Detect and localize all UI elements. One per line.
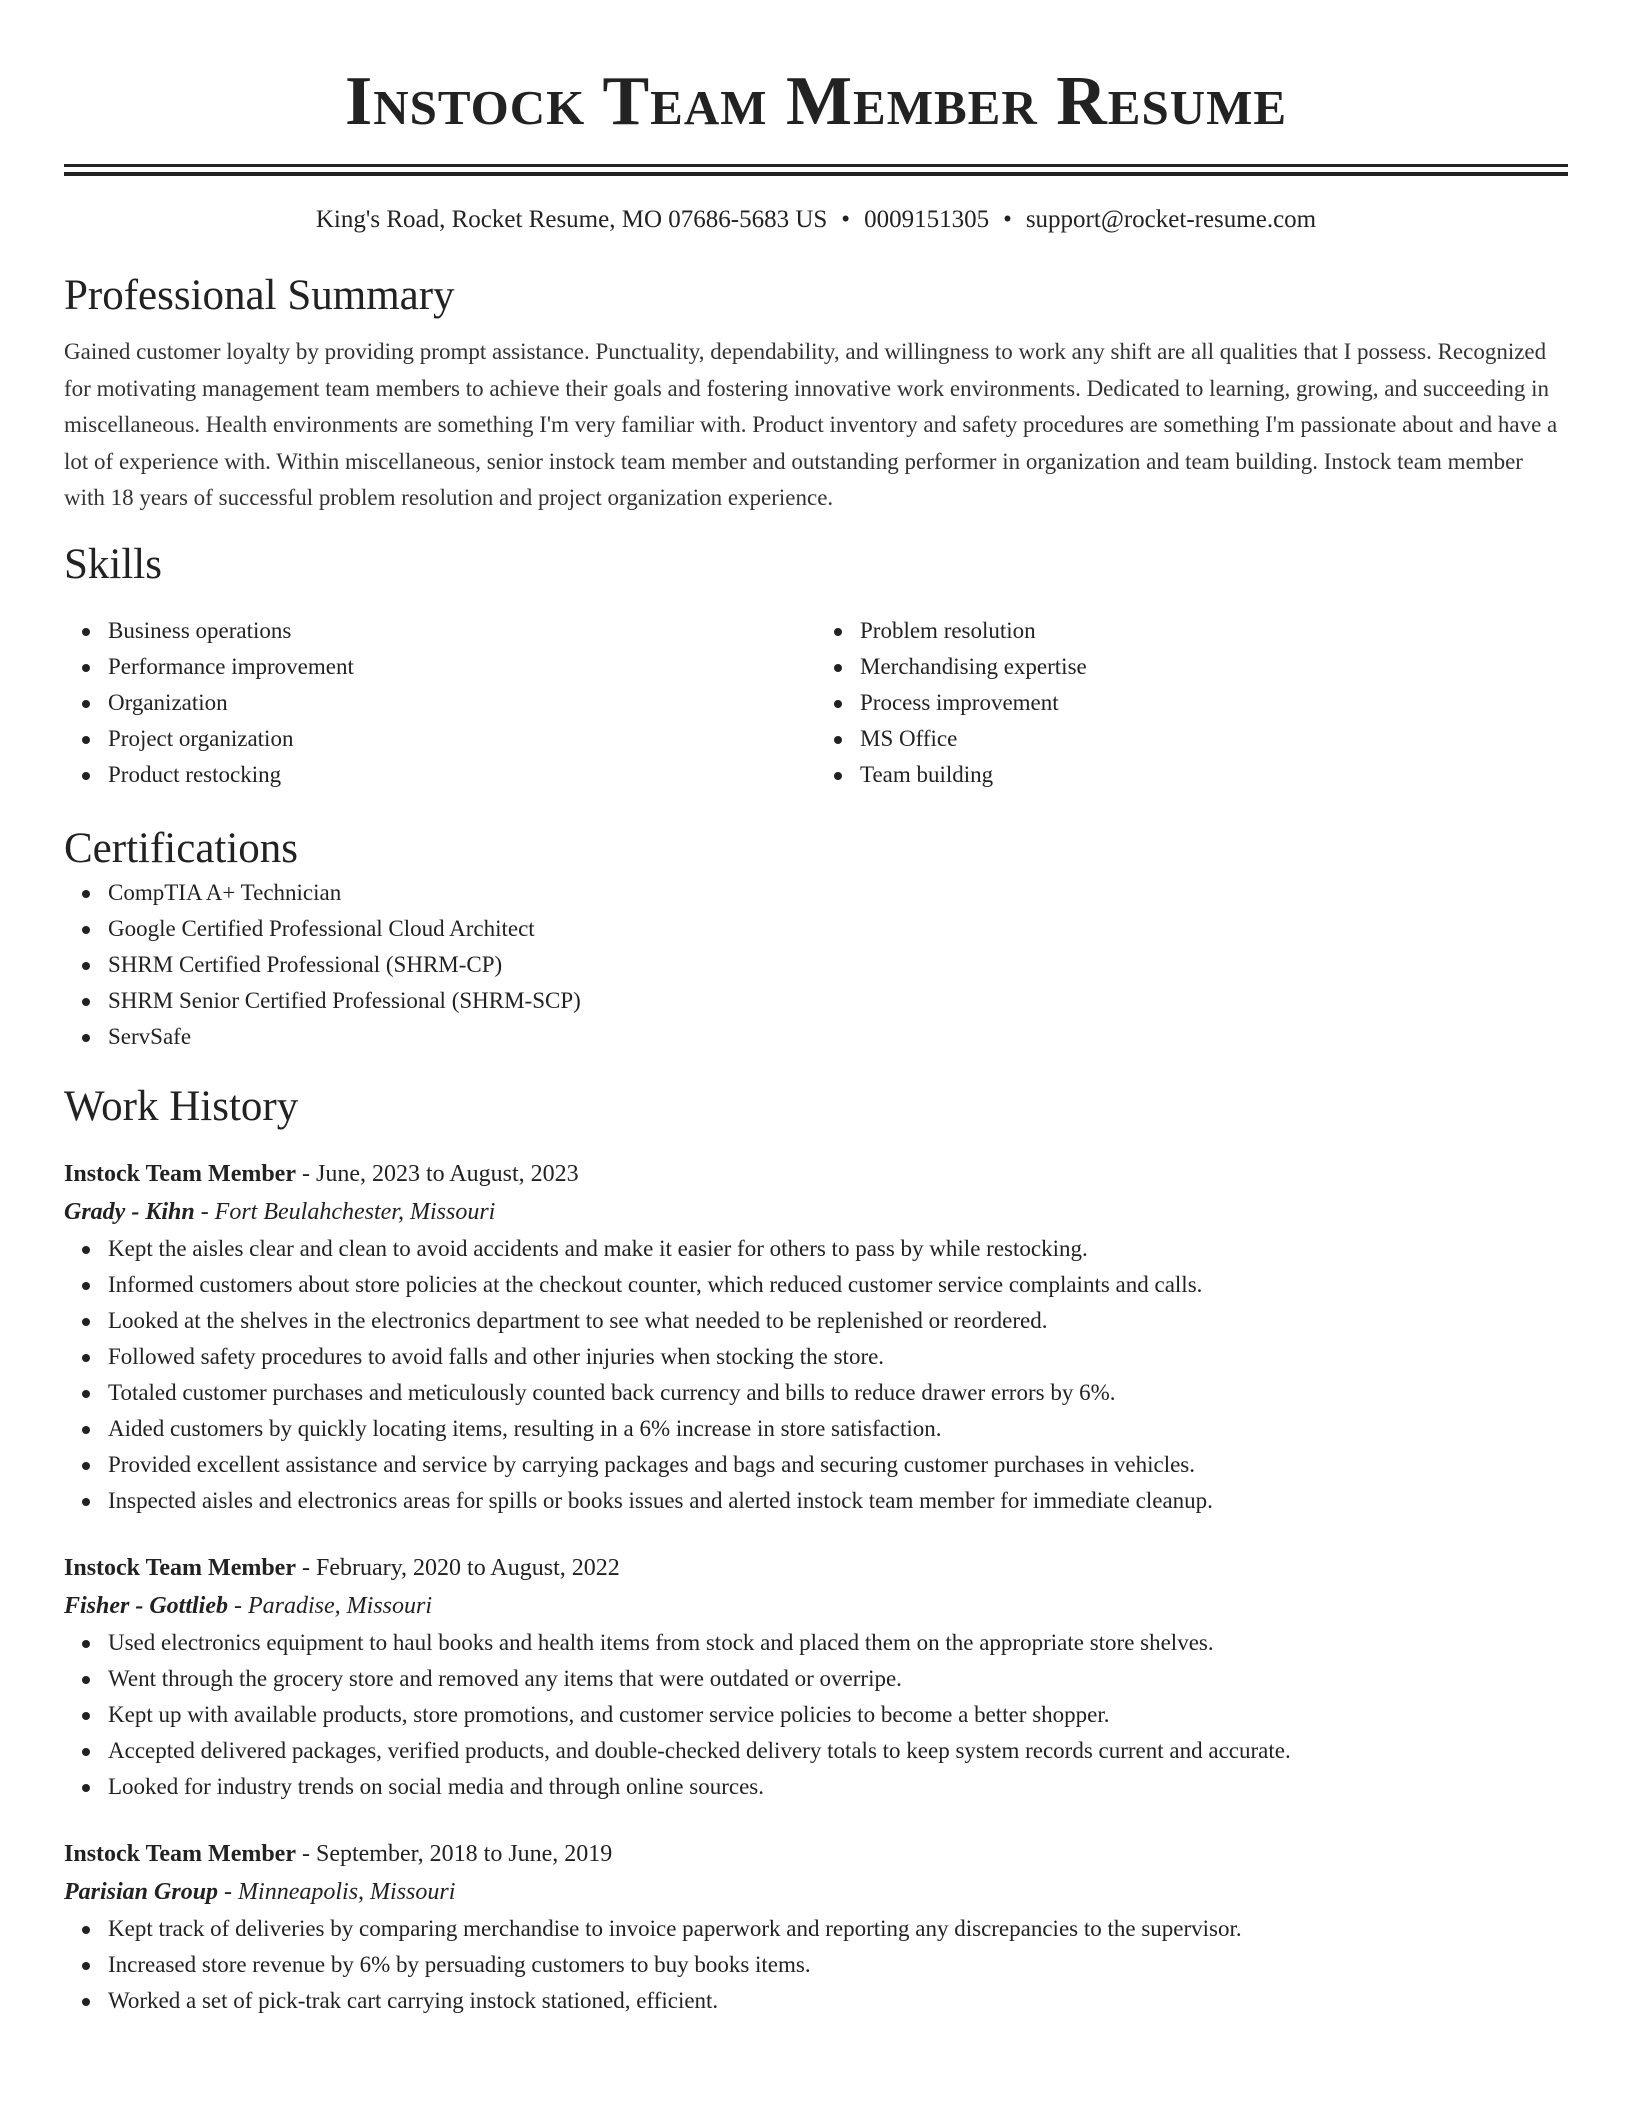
job-bullets [64,1625,1568,1805]
certification-item: ServSafe [108,1019,1568,1055]
certification-item: SHRM Senior Certified Professional (SHRM-SCP) [108,983,1568,1019]
skill-item: Team building [860,757,1568,793]
job-company: Fisher - Gottlieb [64,1592,229,1619]
job-location: - Minneapolis, Missouri [218,1878,456,1905]
skill-item: Project organization [108,721,816,757]
skills-list-left [64,613,816,793]
job-bullet: Increased store revenue by 6% by persuading customers to buy books items. [108,1947,1568,1983]
certifications-heading: Certifications [64,824,299,872]
job-dates: - February, 2020 to August, 2022 [295,1554,620,1581]
job-bullet: Totaled customer purchases and meticulously counted back currency and bills to reduce drawer errors by 6%. [108,1375,1568,1411]
contact-separator: • [1003,206,1012,233]
job-bullet: Inspected aisles and electronics areas for spills or books issues and alerted instock team member for immediate cleanup. [108,1483,1568,1519]
job-company-line [64,1587,1568,1625]
job-role: Instock Team Member [64,1554,296,1581]
job-bullets [64,1911,1568,2019]
job-title-line [64,1549,1568,1587]
job-bullet: Used electronics equipment to haul books and health items from stock and placed them on the appropriate store shelves. [108,1625,1568,1661]
title-divider [64,164,1568,176]
resume-title: Instock Team Member Resume [344,63,1288,140]
job-entry [64,1155,1568,1519]
skills-list-right [816,613,1568,793]
skill-item: MS Office [860,721,1568,757]
skills-grid [64,613,1568,793]
summary-text: Gained customer loyalty by providing prompt assistance. Punctuality, dependability, and willingness to work any shift are all qualities that I possess. Recognized for motivating management team members to achieve their goals and fostering innovative work environments. Dedicated to learning, growing, and succeeding in miscellaneous. Health environments are something I'm very familiar with. Product inventory and safety procedures are something I'm passionate about and have a lot of experience with. Within miscellaneous, senior instock team member and outstanding performer in organization and team building. Instock team member with 18 years of successful problem resolution and project organization experience. [64,339,1558,510]
job-bullet: Worked a set of pick-trak cart carrying instock stationed, efficient. [108,1983,1568,2019]
certification-item: CompTIA A+ Technician [108,875,1568,911]
job-dates: - June, 2023 to August, 2023 [295,1160,579,1187]
job-bullet: Kept track of deliveries by comparing merchandise to invoice paperwork and reporting any discrepancies to the supervisor. [108,1911,1568,1947]
job-company: Grady - Kihn [64,1198,195,1225]
job-bullets [64,1231,1568,1519]
job-bullet: Provided excellent assistance and service by carrying packages and bags and securing customer purchases in vehicles. [108,1447,1568,1483]
job-bullet: Aided customers by quickly locating items, resulting in a 6% increase in store satisfaction. [108,1411,1568,1447]
job-bullet: Looked at the shelves in the electronics department to see what needed to be replenished or reordered. [108,1303,1568,1339]
job-company: Parisian Group [64,1878,219,1905]
job-bullet: Kept the aisles clear and clean to avoid accidents and make it easier for others to pass by while restocking. [108,1231,1568,1267]
job-location: - Paradise, Missouri [228,1592,433,1619]
job-role: Instock Team Member [64,1160,296,1187]
skill-item: Product restocking [108,757,816,793]
certifications-list [64,875,1568,1055]
job-title-line [64,1155,1568,1193]
job-company-line [64,1193,1568,1231]
job-bullet: Went through the grocery store and removed any items that were outdated or overripe. [108,1661,1568,1697]
skill-item: Business operations [108,613,816,649]
job-dates: - September, 2018 to June, 2019 [295,1840,613,1867]
resume-page [64,0,1568,2019]
job-bullet: Followed safety procedures to avoid falls and other injuries when stocking the store. [108,1339,1568,1375]
job-entry [64,1549,1568,1805]
job-bullet: Kept up with available products, store promotions, and customer service policies to become a better shopper. [108,1697,1568,1733]
skill-item: Performance improvement [108,649,816,685]
job-company-line [64,1873,1568,1911]
skill-item: Problem resolution [860,613,1568,649]
certification-item: SHRM Certified Professional (SHRM-CP) [108,947,1568,983]
job-bullet: Looked for industry trends on social media and through online sources. [108,1769,1568,1805]
job-title-line [64,1835,1568,1873]
contact-separator: • [841,206,851,233]
contact-address: King's Road, Rocket Resume, MO 07686-5683 US [315,206,828,233]
contact-email[interactable]: support@rocket-resume.com [1025,206,1317,233]
job-bullet: Informed customers about store policies at the checkout counter, which reduced customer service complaints and calls. [108,1267,1568,1303]
job-entry [64,1835,1568,2019]
contact-line [64,204,1568,236]
certification-item: Google Certified Professional Cloud Architect [108,911,1568,947]
job-role: Instock Team Member [64,1840,296,1867]
job-location: - Fort Beulahchester, Missouri [194,1198,496,1225]
skill-item: Process improvement [860,685,1568,721]
skills-heading: Skills [64,540,162,588]
skill-item: Organization [108,685,816,721]
summary-heading: Professional Summary [64,272,455,319]
contact-phone: 0009151305 [864,206,990,233]
work-history-heading: Work History [64,1082,299,1130]
job-bullet: Accepted delivered packages, verified products, and double-checked delivery totals to keep system records current and accurate. [108,1733,1568,1769]
skill-item: Merchandising expertise [860,649,1568,685]
